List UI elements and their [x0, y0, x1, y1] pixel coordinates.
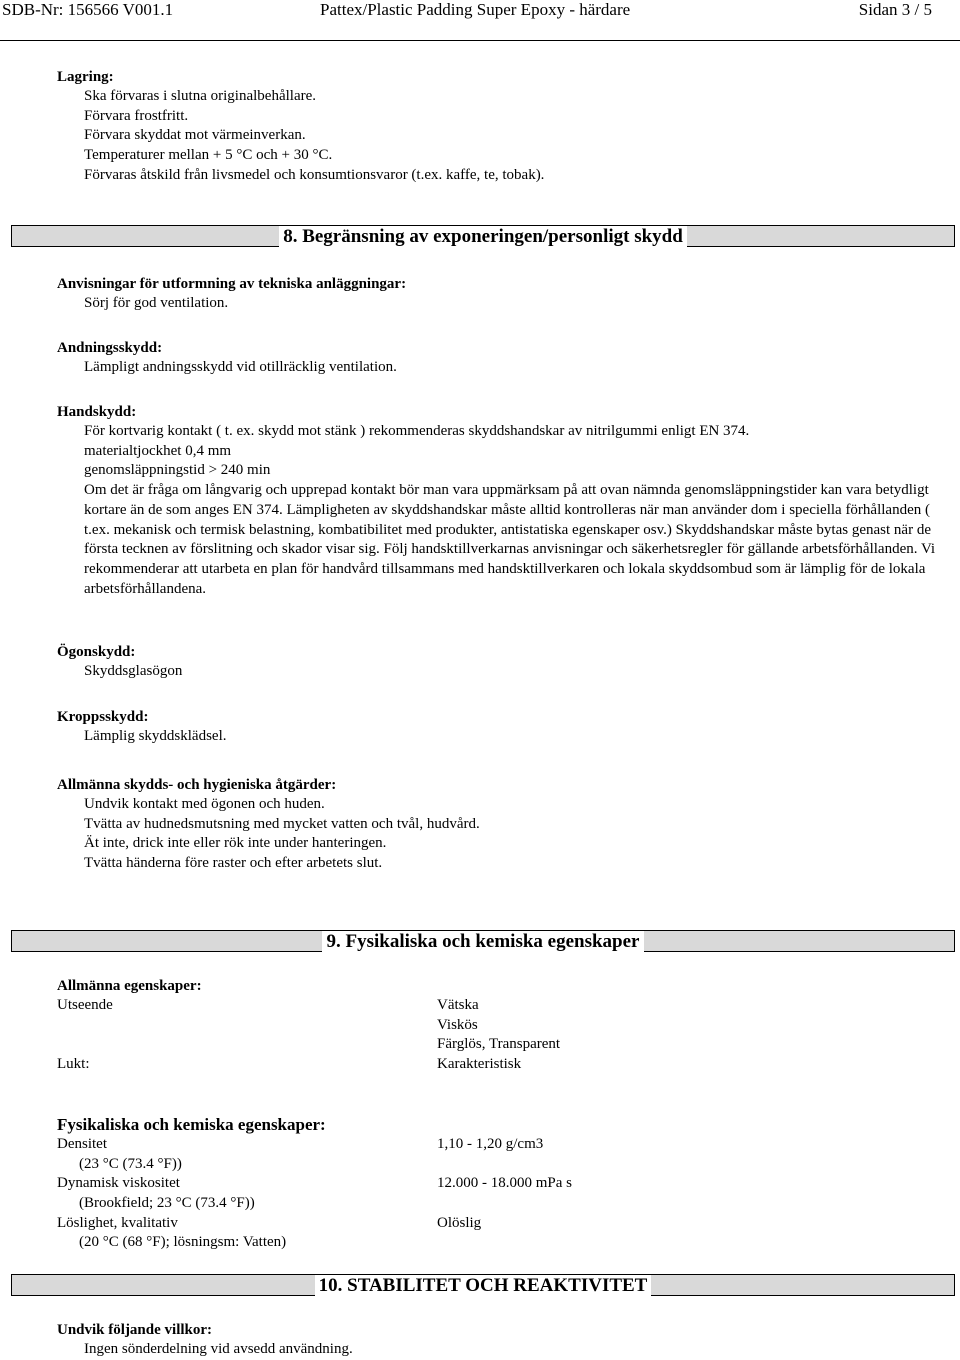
page-number: Sidan 3 / 5 — [858, 0, 932, 19]
document-number: SDB-Nr: 156566 V001.1 — [2, 0, 174, 19]
body-protection-block — [57, 707, 947, 747]
property-row — [57, 996, 937, 1016]
storage-block — [57, 67, 947, 186]
hygiene-block — [57, 775, 947, 874]
section-9-heading — [11, 930, 955, 952]
section-10-title: 10. STABILITET OCH REAKTIVITET — [315, 1275, 652, 1296]
solubility-key: Löslighet, kvalitativ — [57, 1214, 178, 1231]
property-row — [57, 1035, 937, 1055]
solubility-condition: (20 °C (68 °F); lösningsm: Vatten) — [79, 1234, 287, 1251]
hygiene-line: Tvätta av hudnedsmutsning med mycket vatten och tvål, hudvård. — [84, 815, 480, 832]
respiratory-text: Lämpligt andningsskydd vid otillräcklig ventilation. — [84, 359, 397, 375]
general-properties-label: Allmänna egenskaper: — [57, 978, 202, 994]
eye-protection-text: Skyddsglasögon — [84, 663, 183, 679]
property-row — [57, 1155, 937, 1175]
odor-value: Karakteristisk — [437, 1056, 522, 1073]
physchem-label: Fysikaliska och kemiska egenskaper: — [57, 1115, 326, 1134]
property-row — [57, 1214, 937, 1234]
section-8-heading — [11, 225, 955, 247]
hand-protection-block — [57, 402, 947, 599]
property-row — [57, 1016, 937, 1036]
general-properties — [57, 976, 937, 1075]
body-protection-label: Kroppsskydd: — [57, 709, 149, 725]
eye-protection-block — [57, 642, 947, 682]
hand-protection-paragraph: Om det är fråga om långvarig och upprepad kontakt bör man vara uppmärksam på att ovan nämnda genomsläppningstider kan vara betydligt kortare än de som anges EN 374. Lämpligheten av skyddshandskar måste alltid kontrolleras när man använder dom i speciella förhållanden ( t.ex. mekanisk och termisk belastning, kombatibilitet med produkter, antistatiska egenskaper osv.) Skyddshandskar måste bytas genast när de första tecknen av förslitning och skador visar sig. Följ handsktillverkarnas anvisningar och säkerhetsregler för gällande arbetsförhållanden. Vi rekommenderar att utarbeta en plan för handvård tillsammans med handsktillverkaren och lokala skyddsombud som är lämplig för de lokala arbetsförhållandena. — [84, 482, 936, 597]
header-divider — [0, 40, 960, 41]
viscosity-value: 12.000 - 18.000 mPa s — [437, 1175, 572, 1192]
section-9-title: 9. Fysikaliska och kemiska egenskaper — [322, 931, 643, 952]
page-header — [0, 0, 960, 22]
density-condition: (23 °C (73.4 °F)) — [79, 1155, 182, 1172]
technical-block — [57, 274, 947, 314]
odor-key: Lukt: — [57, 1056, 90, 1073]
property-row — [57, 1135, 937, 1155]
hygiene-line: Ät inte, drick inte eller rök inte under hanteringen. — [84, 835, 387, 852]
property-row — [57, 1194, 937, 1214]
viscosity-condition: (Brookfield; 23 °C (73.4 °F)) — [79, 1195, 255, 1212]
physchem-properties — [57, 1115, 937, 1253]
storage-line: Ska förvaras i slutna originalbehållare. — [84, 88, 317, 104]
eye-protection-label: Ögonskydd: — [57, 644, 136, 660]
storage-line: Förvara skyddat mot värmeinverkan. — [84, 127, 306, 144]
product-name: Pattex/Plastic Padding Super Epoxy - härdare — [320, 0, 631, 19]
section-8-title: 8. Begränsning av exponeringen/personligt skydd — [279, 226, 687, 247]
hygiene-label: Allmänna skydds- och hygieniska åtgärder: — [57, 777, 337, 793]
storage-label: Lagring: — [57, 69, 114, 85]
body-protection-text: Lämplig skyddsklädsel. — [84, 728, 227, 744]
appearance-key: Utseende — [57, 997, 113, 1013]
property-row — [57, 1174, 937, 1194]
hand-protection-label: Handskydd: — [57, 404, 137, 420]
storage-line: Förvaras åtskild från livsmedel och konsumtionsvaror (t.ex. kaffe, te, tobak). — [84, 166, 545, 183]
storage-line: Förvara frostfritt. — [84, 107, 189, 124]
respiratory-label: Andningsskydd: — [57, 340, 163, 356]
technical-label: Anvisningar för utformning av tekniska anläggningar: — [57, 276, 407, 292]
avoid-conditions-block — [57, 1320, 947, 1360]
avoid-conditions-label: Undvik följande villkor: — [57, 1322, 213, 1338]
property-row — [57, 1055, 937, 1075]
density-value: 1,10 - 1,20 g/cm3 — [437, 1136, 544, 1152]
hygiene-line: Tvätta händerna före raster och efter arbetets slut. — [84, 855, 383, 872]
viscosity-key: Dynamisk viskositet — [57, 1175, 180, 1192]
hand-protection-line: materialtjockhet 0,4 mm — [84, 442, 232, 459]
avoid-conditions-text: Ingen sönderdelning vid avsedd användning. — [84, 1341, 353, 1357]
appearance-value: Vätska — [437, 997, 479, 1013]
technical-text: Sörj för god ventilation. — [84, 295, 229, 311]
solubility-value: Olöslig — [437, 1214, 482, 1231]
density-key: Densitet — [57, 1136, 107, 1152]
hygiene-line: Undvik kontakt med ögonen och huden. — [84, 796, 325, 812]
appearance-value: Färglös, Transparent — [437, 1036, 561, 1053]
appearance-value: Viskös — [437, 1016, 478, 1033]
section-10-heading — [11, 1274, 955, 1296]
storage-line: Temperaturer mellan + 5 °C och + 30 °C. — [84, 147, 333, 164]
respiratory-block — [57, 338, 947, 378]
property-row — [57, 1233, 937, 1253]
hand-protection-line: För kortvarig kontakt ( t. ex. skydd mot stänk ) rekommenderas skyddshandskar av nitrilgummi enligt EN 374. — [84, 423, 750, 439]
hand-protection-line: genomsläppningstid > 240 min — [84, 462, 271, 479]
